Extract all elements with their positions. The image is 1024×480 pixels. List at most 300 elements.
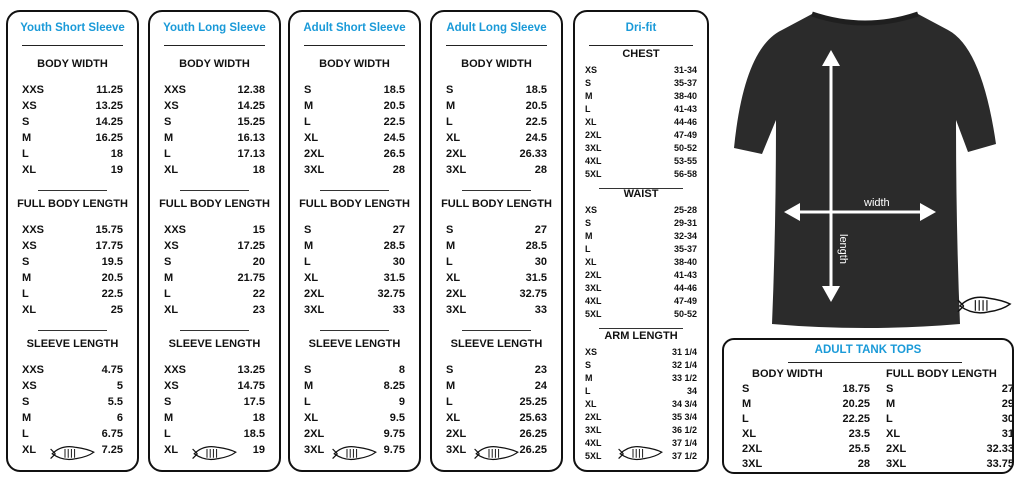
size-label: M [585,231,593,241]
size-label: 4XL [585,296,602,306]
size-row [164,396,265,412]
size-label: S [886,383,894,395]
size-label: XS [22,240,37,252]
size-value: 19.5 [101,256,123,268]
size-value: 25 [110,304,123,316]
size-value: 26.25 [519,444,547,456]
size-label: XL [886,428,901,440]
tshirt-illustration [720,8,1010,334]
tank-size-row [742,398,870,412]
size-row [446,132,547,148]
size-label: S [22,256,30,268]
size-label: XL [304,412,319,424]
size-card [6,10,139,472]
size-label: XXS [164,364,187,376]
size-row [585,270,697,283]
size-label: XXS [22,364,45,376]
size-label: 3XL [304,444,325,456]
size-label: XL [164,164,179,176]
width-label: width [864,197,890,209]
size-label: S [446,84,454,96]
size-value: 27 [534,224,547,236]
section-divider [462,330,531,331]
section-heading: FULL BODY LENGTH [441,198,552,210]
size-row [164,240,265,256]
size-label: XS [22,380,37,392]
size-label: XL [304,272,319,284]
size-value: 14.75 [237,380,265,392]
size-row [22,272,123,288]
size-label: 2XL [304,288,325,300]
size-row [585,218,697,231]
size-label: S [164,256,172,268]
size-row [585,412,697,425]
tank-size-row [886,428,1014,442]
size-label: XS [22,100,37,112]
size-label: L [446,256,453,268]
size-label: XL [446,132,461,144]
size-value: 35 3/4 [671,412,697,422]
size-row [585,309,697,322]
size-value: 25.63 [519,412,547,424]
size-label: 4XL [585,438,602,448]
size-label: L [585,244,591,254]
size-row [446,380,547,396]
size-row [304,304,405,320]
size-label: XL [446,272,461,284]
size-value: 26.5 [383,148,405,160]
tank-title-divider [788,362,962,363]
title-divider [589,45,693,46]
tank-size-row [742,383,870,397]
size-label: M [22,272,32,284]
size-row [304,148,405,164]
size-label: 2XL [304,148,325,160]
section-heading: BODY WIDTH [179,58,250,70]
size-row [22,288,123,304]
size-value: 32 1/4 [671,360,697,370]
size-row [446,304,547,320]
size-value: 25-28 [673,205,697,215]
size-value: 16.13 [237,132,265,144]
size-value: 38-40 [673,257,697,267]
size-row [22,132,123,148]
size-row [585,104,697,117]
size-label: S [22,396,30,408]
size-value: 34 [686,386,697,396]
size-label: S [585,218,592,228]
size-row [446,288,547,304]
size-row [585,231,697,244]
size-label: S [304,224,312,236]
section-heading: SLEEVE LENGTH [26,338,119,350]
size-value: 9.75 [383,444,405,456]
size-label: S [585,78,592,88]
size-label: L [22,148,29,160]
size-row [164,288,265,304]
size-label: M [304,100,314,112]
size-row [304,272,405,288]
section-heading: BODY WIDTH [461,58,532,70]
size-row [585,91,697,104]
size-label: L [446,396,453,408]
size-value: 30 [534,256,547,268]
size-row [446,224,547,240]
size-value: 28.5 [525,240,547,252]
size-value: 12.38 [237,84,265,96]
size-label: L [164,428,171,440]
size-label: 3XL [585,283,602,293]
size-label: 3XL [742,458,763,470]
size-value: 28 [392,164,405,176]
size-row [22,380,123,396]
tank-tops-table [722,338,1014,474]
section-heading: BODY WIDTH [37,58,108,70]
size-row [585,360,697,373]
size-label: M [164,272,174,284]
size-row [585,65,697,78]
size-value: 4.75 [101,364,123,376]
size-value: 5.5 [107,396,123,408]
size-value: 16.25 [95,132,123,144]
size-value: 31 [1001,428,1014,440]
size-label: 3XL [585,143,602,153]
size-value: 33 1/2 [671,373,697,383]
size-row [585,169,697,182]
size-value: 44-46 [673,283,697,293]
size-label: 3XL [585,425,602,435]
size-value: 34 3/4 [671,399,697,409]
size-value: 20.25 [842,398,870,410]
size-label: S [164,396,172,408]
size-label: S [22,116,30,128]
tank-size-row [886,413,1014,427]
length-label: length [837,234,849,264]
size-row [304,100,405,116]
size-label: M [585,91,593,101]
size-label: L [304,116,311,128]
size-row [304,364,405,380]
size-row [304,224,405,240]
section-heading: BODY WIDTH [319,58,390,70]
size-row [585,156,697,169]
size-row [585,78,697,91]
size-label: 3XL [886,458,907,470]
size-label: M [886,398,896,410]
size-value: 23.5 [848,428,870,440]
size-value: 8 [398,364,405,376]
size-value: 41-43 [673,104,697,114]
size-label: L [304,256,311,268]
size-label: XL [164,444,179,456]
size-value: 9 [398,396,405,408]
size-label: XS [164,380,179,392]
drifit-card [573,10,709,472]
size-value: 18 [110,148,123,160]
size-label: XS [164,240,179,252]
size-value: 56-58 [673,169,697,179]
size-value: 18.5 [243,428,265,440]
size-value: 13.25 [237,364,265,376]
size-label: 2XL [742,443,763,455]
size-label: 3XL [446,164,467,176]
size-value: 8.25 [383,380,405,392]
size-label: 5XL [585,309,602,319]
size-label: XXS [22,224,45,236]
size-value: 28 [534,164,547,176]
brand-logo [617,442,665,464]
section-heading: FULL BODY LENGTH [299,198,410,210]
size-value: 18.5 [383,84,405,96]
size-value: 5 [116,380,123,392]
size-label: S [585,360,592,370]
size-value: 17.13 [237,148,265,160]
size-row [164,224,265,240]
size-label: XL [22,164,37,176]
size-value: 47-49 [673,296,697,306]
size-row [446,164,547,180]
size-label: XL [585,117,597,127]
size-value: 18.75 [842,383,870,395]
size-label: XL [164,304,179,316]
size-value: 31.5 [383,272,405,284]
size-value: 15.75 [95,224,123,236]
size-label: 2XL [886,443,907,455]
size-value: 15 [252,224,265,236]
size-label: L [164,288,171,300]
tank-size-row [886,383,1014,397]
size-value: 29 [1001,398,1014,410]
size-label: S [304,84,312,96]
size-row [22,396,123,412]
brand-logo [191,442,239,464]
size-label: L [22,428,29,440]
size-label: 4XL [585,156,602,166]
size-label: L [446,116,453,128]
size-row [446,364,547,380]
size-row [22,304,123,320]
size-row [446,84,547,100]
size-label: M [304,240,314,252]
section-divider [38,330,107,331]
section-heading: ARM LENGTH [604,330,678,342]
section-divider [462,190,531,191]
card-title: Adult Short Sleeve [303,22,406,34]
size-row [22,148,123,164]
section-heading: SLEEVE LENGTH [168,338,261,350]
size-row [304,164,405,180]
size-value: 24.5 [525,132,547,144]
size-label: XXS [164,84,187,96]
size-card [148,10,281,472]
tank-body-width-heading: BODY WIDTH [752,368,823,380]
size-label: M [446,240,456,252]
size-label: S [446,364,454,376]
size-label: 3XL [304,304,325,316]
size-row [304,116,405,132]
size-row [22,256,123,272]
title-divider [446,45,547,46]
size-value: 29-31 [673,218,697,228]
size-row [585,205,697,218]
size-row [585,425,697,438]
size-row [22,364,123,380]
size-row [22,84,123,100]
size-value: 18.5 [525,84,547,96]
size-label: 3XL [446,304,467,316]
size-value: 47-49 [673,130,697,140]
size-row [304,288,405,304]
size-label: 3XL [304,164,325,176]
size-label: S [742,383,750,395]
size-value: 41-43 [673,270,697,280]
title-divider [164,45,265,46]
size-label: 2XL [585,270,602,280]
size-label: L [164,148,171,160]
size-label: M [164,132,174,144]
tank-size-row [742,413,870,427]
size-value: 50-52 [673,143,697,153]
size-value: 33.75 [986,458,1014,470]
size-row [22,224,123,240]
section-heading: WAIST [623,188,659,200]
size-row [164,304,265,320]
size-value: 35-37 [673,244,697,254]
size-row [164,380,265,396]
tank-length-heading: FULL BODY LENGTH [886,368,997,380]
size-row [164,272,265,288]
size-row [446,272,547,288]
size-label: XXS [22,84,45,96]
size-label: XS [585,205,598,215]
size-card [430,10,563,472]
section-divider [599,328,683,329]
size-label: S [304,364,312,376]
size-value: 33 [534,304,547,316]
tank-size-row [886,443,1014,457]
section-divider [180,190,249,191]
size-row [304,256,405,272]
size-value: 22.5 [525,116,547,128]
section-heading: FULL BODY LENGTH [159,198,270,210]
size-row [585,257,697,270]
size-row [164,100,265,116]
size-label: M [446,100,456,112]
size-value: 24 [534,380,547,392]
size-row [164,148,265,164]
section-divider [320,330,389,331]
brand-logo [49,442,97,464]
size-value: 38-40 [673,91,697,101]
size-value: 20 [252,256,265,268]
size-row [164,116,265,132]
tank-title: ADULT TANK TOPS [814,344,922,356]
size-row [22,164,123,180]
size-value: 7.25 [101,444,123,456]
size-label: XL [22,444,37,456]
size-label: 2XL [446,288,467,300]
size-row [585,244,697,257]
size-value: 22.25 [842,413,870,425]
size-value: 17.25 [237,240,265,252]
size-value: 31-34 [673,65,697,75]
size-label: XXS [164,224,187,236]
size-label: XS [164,100,179,112]
section-divider [320,190,389,191]
tshirt-body [734,14,996,328]
tank-size-row [886,458,1014,472]
card-title: Youth Short Sleeve [20,22,125,34]
size-value: 18 [252,412,265,424]
size-value: 32.75 [519,288,547,300]
title-divider [22,45,123,46]
size-label: 2XL [585,412,602,422]
card-title: Dri-fit [625,22,657,34]
size-value: 31 1/4 [671,347,697,357]
section-divider [38,190,107,191]
size-label: L [585,104,591,114]
size-value: 20.5 [525,100,547,112]
size-value: 25.25 [519,396,547,408]
size-label: 3XL [446,444,467,456]
size-value: 15.25 [237,116,265,128]
size-value: 32-34 [673,231,697,241]
section-divider [180,330,249,331]
size-row [304,380,405,396]
size-label: 2XL [304,428,325,440]
size-label: XS [585,65,598,75]
size-row [164,256,265,272]
size-row [585,373,697,386]
size-value: 25.5 [848,443,870,455]
tank-size-row [886,398,1014,412]
size-row [585,386,697,399]
size-value: 14.25 [95,116,123,128]
size-label: M [164,412,174,424]
size-label: L [304,396,311,408]
size-label: L [585,386,591,396]
size-row [304,396,405,412]
size-value: 14.25 [237,100,265,112]
card-title: Youth Long Sleeve [163,22,266,34]
section-heading: SLEEVE LENGTH [308,338,401,350]
size-row [446,412,547,428]
section-heading: CHEST [622,48,660,60]
size-row [304,412,405,428]
size-value: 24.5 [383,132,405,144]
size-value: 32.75 [377,288,405,300]
size-value: 17.75 [95,240,123,252]
size-value: 13.25 [95,100,123,112]
size-label: XS [585,347,598,357]
size-value: 17.5 [243,396,265,408]
size-row [446,116,547,132]
size-label: M [446,380,456,392]
brand-logo [956,292,1014,318]
size-value: 9.5 [389,412,405,424]
size-value: 19 [252,444,265,456]
size-value: 27 [1001,383,1014,395]
size-label: 2XL [585,130,602,140]
size-label: XL [22,304,37,316]
size-row [22,240,123,256]
size-value: 23 [252,304,265,316]
size-row [304,84,405,100]
size-label: 5XL [585,169,602,179]
size-row [22,412,123,428]
size-value: 19 [110,164,123,176]
size-value: 26.33 [519,148,547,160]
